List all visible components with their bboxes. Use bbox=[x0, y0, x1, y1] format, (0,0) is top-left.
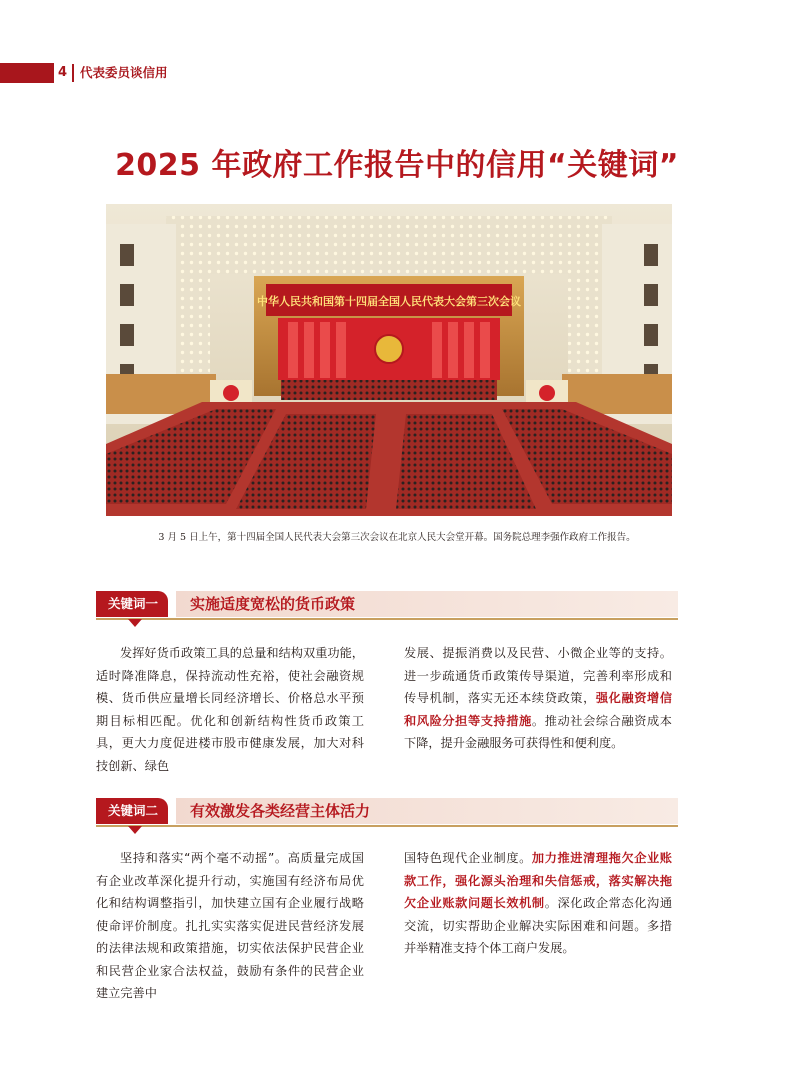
keyword-section-header bbox=[96, 796, 678, 830]
paragraph bbox=[404, 642, 672, 755]
keyword-section-header bbox=[96, 589, 678, 623]
national-emblem-icon bbox=[375, 335, 403, 363]
highlight-text: 强化融资增信和风险分担等支持措施 bbox=[404, 691, 672, 728]
text-run: 。深化政企常态化沟通交流，切实帮助企业解决实际困难和问题。多措并举精准支持个体工商户发展。 bbox=[404, 896, 673, 955]
congress-photo bbox=[106, 204, 672, 516]
header-section-title: 代表委员谈信用 bbox=[80, 65, 168, 80]
keyword-tag: 关键词一 bbox=[96, 591, 168, 617]
body-column bbox=[96, 847, 364, 1005]
text-run: 发展、提振消费以及民营、小微企业等的支持。进一步疏通货币政策传导渠道，完善利率形成和传导机制，落实无还本续贷政策， bbox=[404, 646, 672, 705]
header-divider bbox=[72, 64, 74, 82]
banner-text: 中华人民共和国第十四届全国人民代表大会第三次会议 bbox=[257, 295, 521, 308]
paragraph bbox=[404, 847, 672, 960]
paragraph: 发挥好货币政策工具的总量和结构双重功能，适时降准降息，保持流动性充裕，使社会融资规模、货币供应量增长同经济增长、价格总水平预期目标相匹配。优化和创新结构性货币政策工具，更大力度促进楼市股市健康发展，加大对科技创新、绿色 bbox=[96, 646, 364, 773]
header-accent-bar bbox=[0, 63, 54, 83]
photo-caption: 3 月 5 日上午，第十四届全国人民代表大会第三次会议在北京人民大会堂开幕。国务院总理李强作政府工作报告。 bbox=[158, 532, 636, 543]
tag-pointer-icon bbox=[128, 619, 142, 627]
text-run: 。推动社会综合融资成本下降，提升金融服务可获得性和便利度。 bbox=[404, 713, 672, 750]
section-underline bbox=[96, 825, 678, 827]
article-title: 2025 年政府工作报告中的信用“关键词” bbox=[115, 148, 679, 183]
keyword-tag: 关键词二 bbox=[96, 798, 168, 824]
page-number: 4 bbox=[58, 65, 68, 80]
section-underline bbox=[96, 618, 678, 620]
tag-pointer-icon bbox=[128, 826, 142, 834]
body-column bbox=[404, 847, 672, 960]
body-column bbox=[96, 642, 364, 777]
highlight-text: 加力推进清理拖欠企业账款工作，强化源头治理和失信惩戒，落实解决拖欠企业账款问题长效机制 bbox=[404, 851, 672, 910]
body-column bbox=[404, 642, 672, 755]
paragraph: 坚持和落实“两个毫不动摇”。高质量完成国有企业改革深化提升行动，实施国有经济布局优化和结构调整指引，加快建立国有企业履行战略使命评价制度。扎扎实实落实促进民营经济发展的法律法规和政策措施，切实依法保护民营企业和民营企业家合法权益，鼓励有条件的民营企业建立完善中 bbox=[96, 851, 364, 1000]
text-run: 国特色现代企业制度。 bbox=[404, 851, 532, 865]
keyword-heading: 实施适度宽松的货币政策 bbox=[190, 595, 356, 613]
keyword-heading: 有效激发各类经营主体活力 bbox=[190, 802, 371, 820]
